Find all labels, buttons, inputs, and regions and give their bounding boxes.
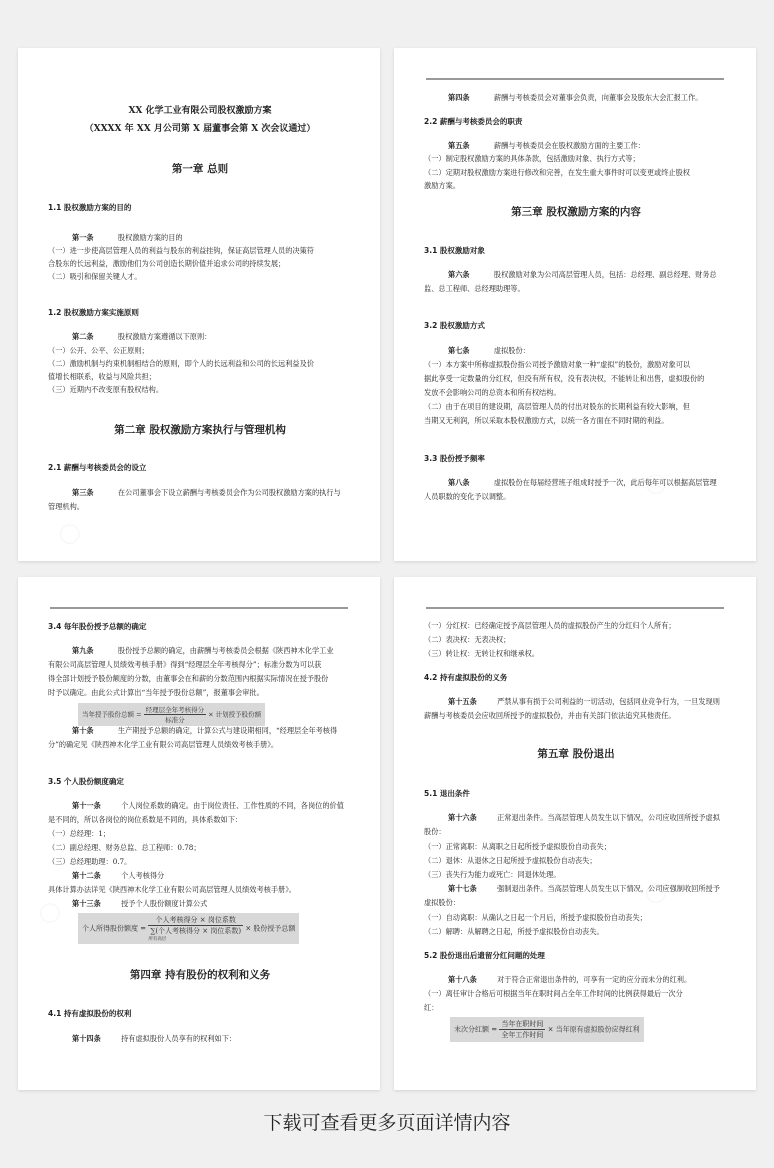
article-text: 薪酬与考核委员会在股权激励方面的主要工作： (493, 141, 645, 150)
article-label: 第八条 (448, 478, 470, 487)
paragraph-line: 管理机构。 (48, 502, 84, 511)
chapter-heading: 第三章 股权激励方案的内容 (511, 206, 641, 218)
formula-final-dividend (450, 1017, 644, 1042)
article-label: 第十一条 (72, 801, 101, 810)
paragraph-line: 时予以确定。由此公式计算出“当年授予股份总额”，报董事会审批。 (48, 688, 264, 697)
formula-denominator: ∑(个人考核得分 × 岗位系数) (150, 927, 242, 935)
paragraph-line: （二）副总经理、财务总监、总工程师：0.78； (48, 843, 201, 852)
paragraph-line: 当期又无利润，所以采取本股权激励方式，以统一各方面在不同时期的利益。 (424, 416, 669, 425)
article-text: 持有虚拟股份人员享有的权利如下： (121, 1034, 237, 1043)
article-line (48, 1032, 352, 1045)
section-heading: 4.2 持有虚拟股份的义务 (424, 673, 508, 682)
article-text: 虚拟股份： (493, 346, 530, 355)
paragraph-line: 得全部计划授予股份额度的分数，由董事会在和薪的分数范围内根据实际情况在授予股份 (48, 674, 329, 683)
section-heading: 3.5 个人股份额度确定 (48, 777, 124, 786)
section-heading: 2.1 薪酬与考核委员会的设立 (48, 463, 147, 472)
document-title: XX 化学工业有限公司股权激励方案 (128, 106, 272, 116)
formula-subscript: 所有高层 (148, 937, 167, 942)
article-label: 第四条 (448, 93, 470, 102)
chapter-heading: 第五章 股份退出 (537, 748, 615, 760)
section-heading: 3.4 每年股份授予总额的确定 (48, 622, 147, 631)
formula-total-shares (78, 703, 265, 726)
paragraph-line: 有限公司高层管理人员绩效考核手册》得到“经理层全年考核得分”；标准分数为可以获 (48, 660, 322, 669)
paragraph-line: 合股东的长远利益，激励他们为公司创造长期价值并追求公司的持续发展； (48, 259, 286, 268)
formula-rhs: × 当年原有虚拟股份应得红利 (547, 1025, 640, 1034)
paragraph-line: （二）定期对股权激励方案进行修改和完善，在发生重大事件时可以变更或终止股权 (424, 168, 690, 177)
article-label: 第十三条 (72, 899, 101, 908)
paragraph-line: 据此享受一定数量的分红权，但没有所有权，没有表决权，不能转让和出售，虚拟股份的 (424, 374, 705, 383)
article-line (424, 344, 728, 357)
section-heading: 3.3 股份授予频率 (424, 454, 485, 463)
paragraph-line: 监、总工程师、总经理助理等。 (424, 284, 525, 293)
section-heading: 5.2 股份退出后遗留分红问题的处理 (424, 951, 545, 960)
article-line (48, 330, 352, 343)
article-text: 正常退出条件。当高层管理人员发生以下情况，公司应收回所授予虚拟 (497, 813, 720, 822)
document-page-1 (18, 48, 380, 561)
article-line (424, 811, 728, 824)
formula-lhs: 末次分红额 = (454, 1025, 498, 1034)
paragraph-line: （一）进一步使高层管理人员的利益与股东的利益挂钩，保证高层管理人员的决策符 (48, 246, 314, 255)
chapter-heading: 第二章 股权激励方案执行与管理机构 (114, 424, 286, 436)
paragraph-line: 股份： (424, 827, 446, 836)
section-heading: 1.1 股权激励方案的目的 (48, 203, 132, 212)
section-heading: 3.2 股权激励方式 (424, 321, 485, 330)
article-text: 强制退出条件。当高层管理人员发生以下情况，公司应强制收回所授予 (497, 884, 720, 893)
formula-denominator: 全年工作时间 (501, 1031, 544, 1039)
download-more-caption: 下载可查看更多页面详情内容 (263, 1112, 511, 1134)
paragraph-line: （一）分红权：已经确定授予高层管理人员的虚拟股份产生的分红归个人所有； (424, 621, 676, 630)
paragraph-line: 人员职数的变化予以调整。 (424, 492, 511, 501)
article-text: 严禁从事有损于公司利益的一切活动，包括同业竞争行为，一旦发现则 (497, 697, 720, 706)
paragraph-line: （一）离任审计合格后可根据当年在职时间占全年工作时间的比例获得最后一次分 (424, 989, 683, 998)
paragraph-line: （三）总经理助理：0.7。 (48, 857, 132, 866)
formula-fraction (499, 1019, 545, 1040)
article-line (424, 476, 728, 489)
formula-lhs: 当年授予股份总额 = (82, 710, 142, 719)
paragraph-line: （三）丧失行为能力或死亡：同退休处理。 (424, 870, 561, 879)
article-label: 第六条 (448, 270, 470, 279)
document-page-2 (394, 48, 756, 561)
paragraph-line: 发放不会影响公司的总资本和所有权结构。 (424, 388, 561, 397)
paragraph-line: （一）正常离职：从离职之日起所授予虚拟股份自动丧失； (424, 842, 611, 851)
article-line (48, 897, 352, 910)
article-text: 虚拟股份在每届经营班子组成时授予一次，此后每年可以根据高层管理 (493, 478, 717, 487)
article-label: 第一条 (72, 233, 94, 242)
article-text: 股权激励方案遵循以下原则： (117, 332, 212, 341)
article-text: 对于符合正常退出条件的，可享有一定的应分而未分的红利。 (497, 975, 692, 984)
article-line (424, 91, 728, 104)
paragraph-line: 激励方案。 (424, 181, 460, 190)
formula-denominator: 标准分 (165, 716, 185, 724)
article-label: 第二条 (72, 332, 94, 341)
paragraph-line: （三）转让权：无转让权和继承权。 (424, 649, 540, 658)
formula-fraction (144, 705, 207, 724)
article-line (424, 268, 728, 281)
paragraph-line: （一）公开、公平、公正原则； (48, 346, 149, 355)
paragraph-line: （三）近期内不改变原有股权结构。 (48, 385, 164, 394)
formula-rhs: × 股份授予总额 (245, 924, 296, 933)
article-text: 股份授予总额的确定，由薪酬与考核委员会根据《陕西神木化学工业 (117, 646, 334, 655)
article-label: 第十二条 (72, 871, 101, 880)
document-page-4 (394, 577, 756, 1090)
article-label: 第十五条 (448, 697, 477, 706)
paragraph-line: （一）本方案中所称虚拟股份指公司授予激励对象一种“虚拟”的股份，激励对象可以 (424, 360, 691, 369)
paragraph-line: 具体计算办法详见《陕西神木化学工业有限公司高层管理人员绩效考核手册》。 (48, 885, 296, 894)
article-label: 第十条 (72, 726, 94, 735)
article-line (48, 486, 352, 499)
paragraph-line: 红： (424, 1003, 439, 1012)
paragraph-line: （二）由于在项目的建设期，高层管理人员的付出对股东的长期利益有较大影响，但 (424, 402, 690, 411)
article-label: 第十八条 (448, 975, 477, 984)
article-text: 在公司董事会下设立薪酬与考核委员会作为公司股权激励方案的执行与 (117, 488, 341, 497)
article-label: 第三条 (72, 488, 94, 497)
paragraph-line: 虚拟股份： (424, 898, 460, 907)
paragraph-line: （二）吸引和保留关键人才。 (48, 272, 142, 281)
paragraph-line: （二）解聘：从解聘之日起，所授予虚拟股份自动丧失。 (424, 927, 604, 936)
formula-individual-shares (78, 913, 299, 944)
article-text: 授予个人股份额度计算公式 (121, 899, 208, 908)
section-heading: 5.1 退出条件 (424, 789, 470, 798)
document-subtitle: （XXXX 年 XX 月公司第 X 届董事会第 X 次会议通过） (84, 124, 316, 134)
paragraph-line: （一）制定股权激励方案的具体条款，包括激励对象、执行方式等； (424, 154, 640, 163)
paragraph-line: （一）总经理：1； (48, 829, 111, 838)
article-line (424, 139, 728, 152)
article-line (48, 869, 352, 882)
article-label: 第五条 (448, 141, 470, 150)
formula-rhs: × 计划授予股份额 (208, 710, 262, 719)
formula-numerator: 个人考核得分 × 岗位系数 (148, 915, 243, 926)
section-heading: 4.1 持有虚拟股份的权利 (48, 1009, 132, 1018)
article-label: 第十六条 (448, 813, 477, 822)
paragraph-line: （一）自动离职：从确认之日起一个月后，所授予虚拟股份自动丧失； (424, 913, 647, 922)
chapter-heading: 第一章 总则 (171, 163, 229, 175)
article-label: 第十七条 (448, 884, 477, 893)
formula-numerator: 经理层全年考核得分 (145, 706, 205, 714)
formula-lhs: 个人所得股份额度 = (82, 924, 147, 933)
paragraph-line: 薪酬与考核委员会应收回所授予的虚拟股份，并由有关部门依法追究其他责任。 (424, 711, 676, 720)
chapter-heading: 第四章 持有股份的权利和义务 (129, 969, 271, 981)
article-text: 个人岗位系数的确定。由于岗位责任、工作性质的不同，各岗位的价值 (121, 801, 344, 810)
article-text: 股权激励对象为公司高层管理人员，包括：总经理、副总经理、财务总 (493, 270, 717, 279)
section-heading: 2.2 薪酬与考核委员会的职责 (424, 117, 523, 126)
article-line (424, 695, 728, 708)
paragraph-line: （二）退休：从退休之日起所授予虚拟股份自动丧失； (424, 856, 597, 865)
paragraph-line: 分”的确定见《陕西神木化学工业有限公司高层管理人员绩效考核手册》。 (48, 740, 279, 749)
article-line (48, 724, 352, 737)
document-page-3 (18, 577, 380, 1090)
article-text: 股权激励方案的目的 (117, 233, 183, 242)
formula-fraction (148, 915, 243, 942)
article-line (48, 231, 352, 244)
section-heading: 1.2 股权激励方案实施原则 (48, 308, 139, 317)
paragraph-line: （二）激励机制与约束机制相结合的原则，即个人的长远利益和公司的长远利益及价 (48, 359, 314, 368)
article-line (424, 882, 728, 895)
paragraph-line: 是不同的，所以各岗位的岗位系数是不同的，具体系数如下： (48, 815, 243, 824)
article-text: 薪酬与考核委员会对董事会负责，向董事会及股东大会汇报工作。 (493, 93, 703, 102)
article-label: 第七条 (448, 346, 470, 355)
paragraph-line: 值增长相联系，收益与风险共担； (48, 372, 156, 381)
article-line (424, 973, 728, 986)
section-heading: 3.1 股权激励对象 (424, 246, 485, 255)
paragraph-line: （二）表决权：无表决权； (424, 635, 511, 644)
article-text: 个人考核得分 (121, 871, 165, 880)
formula-numerator: 当年在职时间 (501, 1020, 544, 1028)
article-line (48, 799, 352, 812)
article-label: 第十四条 (72, 1034, 101, 1043)
article-text: 生产期授予总额的确定，计算公式与建设期相同，“经理层全年考核得 (117, 726, 338, 735)
article-label: 第九条 (72, 646, 94, 655)
article-line (48, 644, 352, 657)
